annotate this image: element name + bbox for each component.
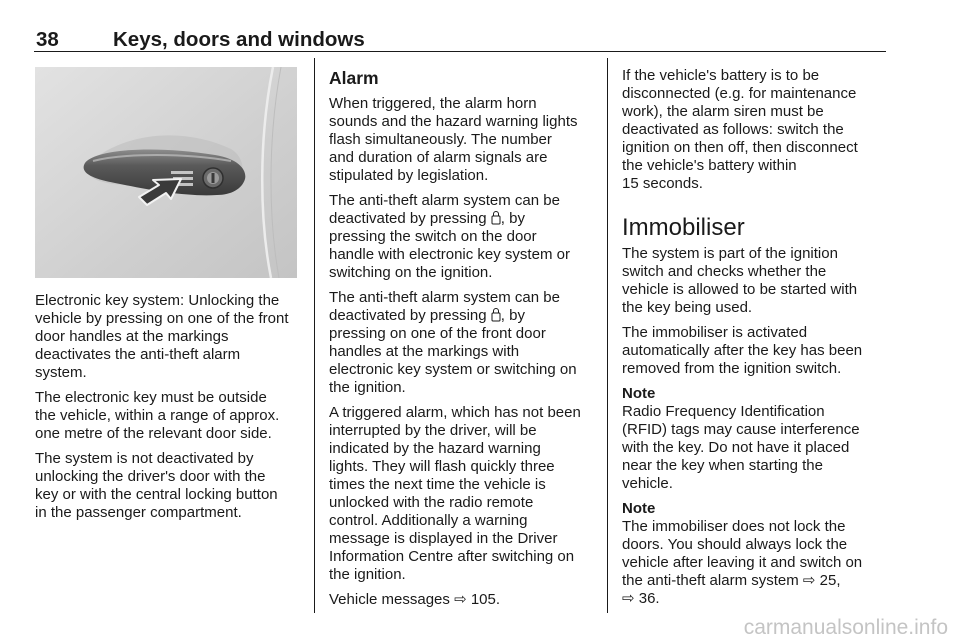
paragraph-alarm-trigger: When triggered, the alarm horn sounds and the hazard warning lights flash simultaneously. The number and duration of alarm signals are stipulated by legislation. — [329, 95, 578, 184]
lock-key-fob-icon — [491, 210, 501, 225]
lock-key-fob-icon — [491, 307, 501, 322]
image-caption: Electronic key system: Unlocking the vehicle by pressing on one of the front door handles at the markings deactivates the anti-theft alarm system. — [35, 292, 289, 381]
page-ref-arrow-icon: ⇨ — [802, 572, 816, 589]
page-ref-link[interactable]: 36. — [634, 590, 660, 607]
section-title: Keys, doors and windows — [113, 28, 365, 51]
column-middle — [329, 67, 587, 616]
page-ref-link[interactable]: 25, — [815, 572, 841, 589]
page-ref-arrow-icon: ⇨ — [622, 590, 635, 607]
paragraph-key-range: The electronic key must be outside the vehicle, within a range of approx. one metre of the relevant door side. — [35, 389, 280, 442]
column-right — [622, 67, 890, 615]
note-lock-doors: Note The immobiliser does not lock the doors. You should always lock the vehicle after leaving it and switch on the anti-theft alarm system ⇨ 25, ⇨ 36. — [622, 500, 890, 608]
column-left — [35, 292, 303, 529]
paragraph-deactivate-handle: The anti-theft alarm system can be deactivated by pressing , by pressing on one of the front door handles at the markings with electronic key system or switching on the ignition. — [329, 289, 577, 396]
page-ref-arrow-icon: ⇨ — [454, 591, 467, 608]
paragraph-vehicle-messages: Vehicle messages ⇨ 105. — [329, 591, 501, 608]
note-rfid: Note Radio Frequency Identification (RFID) tags may cause interference with the key. Do not have it placed near the key when starting the vehicle. — [622, 385, 890, 493]
page-number: 38 — [36, 28, 59, 51]
column-divider-left — [314, 58, 315, 613]
paragraph-triggered-alarm: A triggered alarm, which has not been interrupted by the driver, will be indicated by the hazard warning lights. They will flash quickly three times the next time the vehicle is unlocked with the radio remote control. Additionally a warning message is displayed in the Driver Information Centre after switching on the ignition. — [329, 404, 581, 583]
paragraph-battery: If the vehicle's battery is to be disconnected (e.g. for maintenance work), the alarm siren must be deactivated as follows: switch the ignition on then off, then disconnect the vehicle's battery within 15 seconds. — [622, 67, 858, 192]
page-ref-link[interactable]: 105. — [466, 591, 501, 608]
paragraph-immobiliser-activated: The immobiliser is activated automatically after the key has been removed from the ignition switch. — [622, 324, 863, 377]
door-handle-illustration — [35, 67, 297, 278]
column-divider-right — [607, 58, 608, 613]
paragraph-not-deactivated: The system is not deactivated by unlocking the driver's door with the key or with the central locking button in the passenger compartment. — [35, 450, 278, 521]
note-heading: Note — [622, 385, 656, 402]
header-rule — [34, 51, 886, 52]
heading-immobiliser: Immobiliser — [622, 214, 745, 241]
note-heading: Note — [622, 500, 656, 517]
paragraph-immobiliser-system: The system is part of the ignition switch and checks whether the vehicle is allowed to be started with the key being used. — [622, 245, 858, 316]
heading-alarm: Alarm — [329, 68, 379, 88]
watermark: carmanualsonline.info — [743, 616, 948, 639]
paragraph-deactivate-button: The anti-theft alarm system can be deactivated by pressing , by pressing the switch on the door handle with electronic key system or switching on the ignition. — [329, 192, 570, 281]
